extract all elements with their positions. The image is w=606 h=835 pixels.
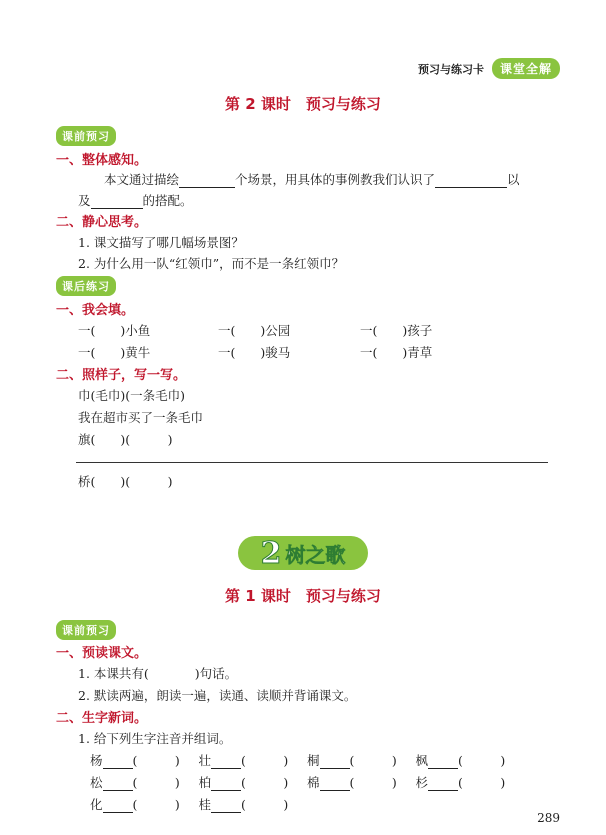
text-segment: 1. 本课共有( <box>78 666 149 681</box>
lesson1-s1-q1 <box>78 664 237 682</box>
fill-item: 一( )孩子 <box>360 323 433 338</box>
pinyin-blank[interactable] <box>428 754 458 769</box>
char: 柏 <box>198 775 212 790</box>
lesson2-post-tag: 课后练习 <box>56 276 116 296</box>
pinyin-blank[interactable] <box>211 776 241 791</box>
pinyin-blank[interactable] <box>103 754 133 769</box>
fill-item: 一( )青草 <box>360 345 433 360</box>
unit-number: 2 <box>260 535 282 571</box>
header-text: 预习与练习卡 <box>417 62 484 76</box>
writing-line[interactable] <box>76 462 548 463</box>
lesson2-section2-title: 二、静心思考。 <box>56 215 148 230</box>
lesson2-section3-title: 一、我会填。 <box>56 303 135 318</box>
text-segment: 以 <box>507 172 520 187</box>
example-line: 我在超市买了一条毛巾 <box>78 410 204 425</box>
pinyin-blank[interactable] <box>211 798 241 813</box>
lesson2-s1-line1 <box>104 170 520 188</box>
lesson1-title: 第 1 课时 预习与练习 <box>225 587 381 605</box>
fill-item: 一( )公园 <box>218 323 291 338</box>
char: 杉 <box>415 775 429 790</box>
text-segment: 本文通过描绘 <box>104 172 180 187</box>
text-segment: 及 <box>78 193 91 208</box>
pinyin-blank[interactable] <box>103 776 133 791</box>
fill-item: 一( )小鱼 <box>78 323 151 338</box>
lesson1-pre-tag: 课前预习 <box>56 620 116 640</box>
pinyin-blank[interactable] <box>211 754 241 769</box>
pinyin-blank[interactable] <box>320 776 350 791</box>
fill-item: 一( )骏马 <box>218 345 291 360</box>
answer-blank[interactable] <box>91 194 143 209</box>
pinyin-blank[interactable] <box>320 754 350 769</box>
unit-title: 树之歌 <box>285 542 346 567</box>
lesson2-s2-q1: 1. 课文描写了哪几幅场景图？ <box>78 235 244 250</box>
lesson1-s2-q1: 1. 给下列生字注音并组词。 <box>78 731 232 746</box>
char: 杨 <box>90 753 103 768</box>
char: 桂 <box>198 797 212 812</box>
lesson1-section1-title: 一、预读课文。 <box>56 646 148 661</box>
example-line: 巾(毛巾)(一条毛巾) <box>78 388 186 403</box>
char-row: 杨 ( ) 壮 ( ) 桐 ( ) 枫 ( ) <box>90 753 506 768</box>
char: 松 <box>90 775 103 790</box>
page-header <box>418 58 560 79</box>
lesson1-section2-title: 二、生字新词。 <box>56 711 148 726</box>
char: 化 <box>90 797 103 812</box>
char: 枫 <box>415 753 429 768</box>
char: 桐 <box>307 753 320 768</box>
lesson2-s2-q2: 2. 为什么用一队“红领巾”，而不是一条红领巾？ <box>78 256 345 271</box>
exercise-line: 桥( )( ) <box>78 474 173 489</box>
lesson2-title: 第 2 课时 预习与练习 <box>225 95 381 113</box>
lesson2-section1-title: 一、整体感知。 <box>56 153 148 168</box>
unit-banner <box>238 536 368 570</box>
fill-item: 一( )黄牛 <box>78 345 151 360</box>
lesson2-s1-line2 <box>78 191 193 209</box>
page-number: 289 <box>537 811 560 825</box>
lesson2-section4-title: 二、照样子，写一写。 <box>56 368 187 383</box>
answer-blank[interactable] <box>435 173 507 188</box>
text-segment: )句话。 <box>194 666 238 681</box>
header-badge: 课堂全解 <box>492 58 560 79</box>
answer-blank[interactable] <box>179 173 235 188</box>
char: 棉 <box>307 775 320 790</box>
exercise-line: 旗( )( ) <box>78 432 173 447</box>
pinyin-blank[interactable] <box>103 798 133 813</box>
char: 壮 <box>198 753 212 768</box>
lesson2-pre-tag: 课前预习 <box>56 126 116 146</box>
lesson1-s1-q2: 2. 默读两遍，朗读一遍，读通、读顺并背诵课文。 <box>78 688 357 703</box>
char-row: 松 ( ) 柏 ( ) 棉 ( ) 杉 ( ) <box>90 775 506 790</box>
text-segment: 的搭配。 <box>142 193 193 208</box>
char-row: 化 ( ) 桂 ( ) <box>90 797 289 812</box>
pinyin-blank[interactable] <box>428 776 458 791</box>
text-segment: 个场景，用具体的事例教我们认识了 <box>235 172 436 187</box>
